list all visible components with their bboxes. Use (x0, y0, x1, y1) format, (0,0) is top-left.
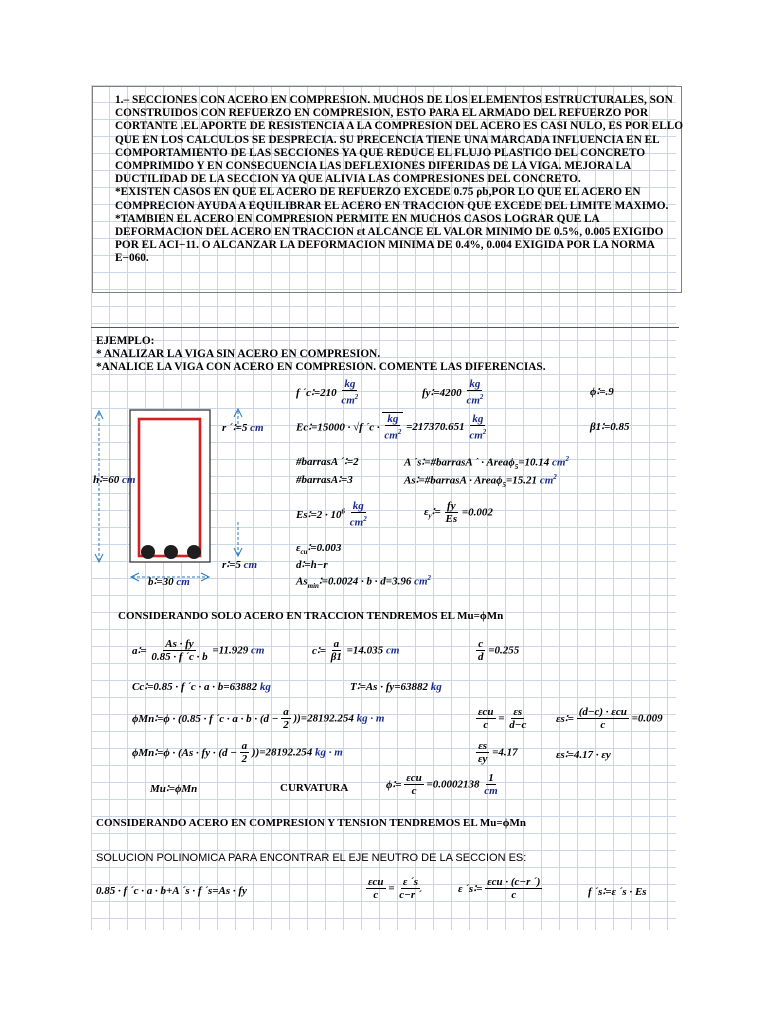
equilibrium-equation: 0.85 · f ´c · a · b+A ´s · f ´s=As · fy (96, 885, 247, 897)
example-task-1: * ANALIZAR LA VIGA SIN ACERO EN COMPRESION. (96, 348, 381, 360)
intro-text (115, 94, 685, 266)
rebar-2 (164, 545, 178, 559)
As-prime-equation: A ´s∶=#barrasA ´ · Areaϕ$_5$=10.14 $cm^2$ (404, 455, 569, 471)
section-compression-title: CONSIDERANDO ACERO EN COMPRESION Y TENSION TENDREMOS EL Mu=ϕMn (96, 817, 526, 829)
beam-section-figure (90, 405, 290, 600)
section-divider (91, 327, 679, 328)
T-equation: T∶=As · fy=63882 kg (350, 681, 442, 693)
r-bottom-label: r∶=5 cm (222, 559, 258, 571)
es-over-ey-equation: $\frac{\varepsilon s}{\varepsilon y}$ =4.17 (478, 740, 518, 765)
fy-equation: fy∶=4200 $\frac{kg}{cm^2}$ (422, 378, 484, 407)
mu-equation: Mu∶=ϕMn (150, 783, 198, 795)
polynomial-solution-title: SOLUCION POLINOMICA PARA ENCONTRAR EL EJE NEUTRO DE LA SECCION ES: (96, 852, 527, 864)
es-equation: εs∶= $\frac{\text{(d−c) · εcu}}{c}$ =0.009 (556, 706, 663, 731)
strain-ratio-equation: $\frac{\text{εcu}}{c}$ = $\frac{\varepsilon s}{d-c}$ (478, 706, 527, 731)
rebar-3 (187, 545, 201, 559)
ecu-equation: $\varepsilon_{cu}∶=0.003$ (296, 542, 342, 557)
phi-equation: ϕ∶=.9 (590, 386, 614, 398)
phiMn-steel-equation: ϕMn∶=ϕ · (As · fy · (d − $\frac{a}{2}$ ))=28192.254 kg · m (132, 740, 343, 765)
phiMn-concrete-equation: ϕMn∶=ϕ · (0.85 · f ´c · a · b · (d − $\frac{a}{2}$ ))=28192.254 kg · m (132, 706, 385, 731)
strain-compat-equation: $\frac{\text{εcu}}{c}$ = $\frac{\varepsilon ´s}{c-r ´}$ (368, 876, 422, 901)
bars-top-count: #barrasA ´∶=2 (296, 456, 359, 468)
Es-equation: Es∶=2 · $10^6$ $\frac{kg}{cm^2}$ (296, 500, 367, 529)
ey-equation: $\varepsilon_y∶=$ $\frac{fy}{Es}$ =0.002 (424, 500, 493, 525)
fc-equation: f ´c∶=210 $\frac{kg}{cm^2}$ (296, 378, 359, 407)
c-over-d-equation: $\frac{c}{d}$ =0.255 (478, 638, 520, 663)
example-task-2: *ANALICE LA VIGA CON ACERO EN COMPRESION. COMENTE LAS DIFERENCIAS. (96, 361, 546, 373)
intro-paragraph-3: *TAMBIEN EL ACERO EN COMPRESION PERMITE EN MUCHOS CASOS LOGRAR QUE LA DEFORMACION DEL ACERO EN TRACCION εt ALCANCE EL VALOR MINIMO DE 0.5%, 0.005 EXIGIDO POR EL ACI−11. O ALCANZAR LA DEFORMACION MINIMA DE 0.4%, 0.004 EXIGIDA POR LA NORMA E−060. (115, 212, 664, 265)
bars-bottom-count: #barrasA∶=3 (296, 474, 353, 486)
concrete-outline (130, 410, 210, 562)
c-equation: c∶= $\frac{a}{\beta 1}$ =14.035 cm (312, 638, 400, 663)
rebar-1 (141, 545, 155, 559)
example-heading (96, 335, 546, 374)
b-label: b∶=30 cm (148, 576, 190, 588)
section-tension-title: CONSIDERANDO SOLO ACERO EN TRACCION TENDREMOS EL Mu=ϕMn (118, 610, 504, 622)
intro-paragraph-1: 1.– SECCIONES CON ACERO EN COMPRESION. MUCHOS DE LOS ELEMENTOS ESTRUCTURALES, SON CONSTRUIDOS CON REFUERZO EN COMPRESION, ESTO PARA EL ARMADO DEL REFUERZO POR CORTANTE .EL APORTE DE RESISTENCIA A LA COMPRESION DEL ACERO ES CASI NULO, ES POR ELLO QUE EN LOS CALCULOS SE DESPRECIA. SU PRECENCIA TIENE UNA MARCADA INFLUENCIA EN EL COMPORTAMIENTO DE LAS SECCIONES YA QUE REDUCE EL FLUJO PLASTICO DEL CONCRETO COMPRIMIDO Y EN CONSECUENCIA LAS DEFLEXIONES DIFERIDAS DE LA VIGA. MEJORA LA DUCTILIDAD DE LA SECCION YA QUE ALIVIA LAS COMPRESIONES DEL CONCRETO. (115, 94, 684, 186)
example-heading-text: EJEMPLO: (96, 335, 155, 347)
esp-equation: ε ´s∶= $\frac{\text{εcu · (c−r ´)}}{c}$ (458, 876, 541, 901)
fsp-equation: f ´s∶=ε ´s · Es (588, 886, 647, 898)
a-equation: a∶= $\frac{As \cdot fy}{0.85 \cdot f ´c \cdot b}$ =11.929 cm (132, 638, 265, 663)
h-label: h∶=60 cm (93, 474, 136, 486)
curvature-label: CURVATURA (280, 782, 349, 794)
Cc-equation: Cc∶=0.85 · f ´c · a · b=63882 kg (132, 681, 271, 693)
As-equation: As∶=#barrasA · Areaϕ$_5$=15.21 $cm^2$ (404, 473, 557, 489)
intro-paragraph-2: *EXISTEN CASOS EN QUE EL ACERO DE REFUERZO EXCEDE 0.75 ρb,POR LO QUE EL ACERO EN COMPRECION AYUDA A EQUILIBRAR EL ACERO EN TRACCION QUE EXCEDE DEL LIMITE MAXIMO. (115, 186, 669, 212)
asmin-equation: $As_{min}∶=0.0024 \cdot b \cdot d=3.96$ $cm^2$ (296, 574, 432, 590)
es-times-ey-equation: εs∶=4.17 · εy (556, 749, 611, 761)
beta1-equation: β1∶=0.85 (590, 421, 630, 433)
d-equation: d∶=h−r (296, 559, 328, 571)
intro-textbox (92, 86, 682, 293)
ec-equation: Ec∶=15000 · √f ´c · $\frac{kg}{cm^2}$ =217370.651 $\frac{kg}{cm^2}$ (296, 412, 487, 442)
r-top-label: r ´∶=5 cm (222, 422, 264, 434)
curvature-equation: ϕ∶= $\frac{\text{εcu}}{c}$ =0.0002138 $\frac{1}{cm}$ (386, 772, 498, 797)
